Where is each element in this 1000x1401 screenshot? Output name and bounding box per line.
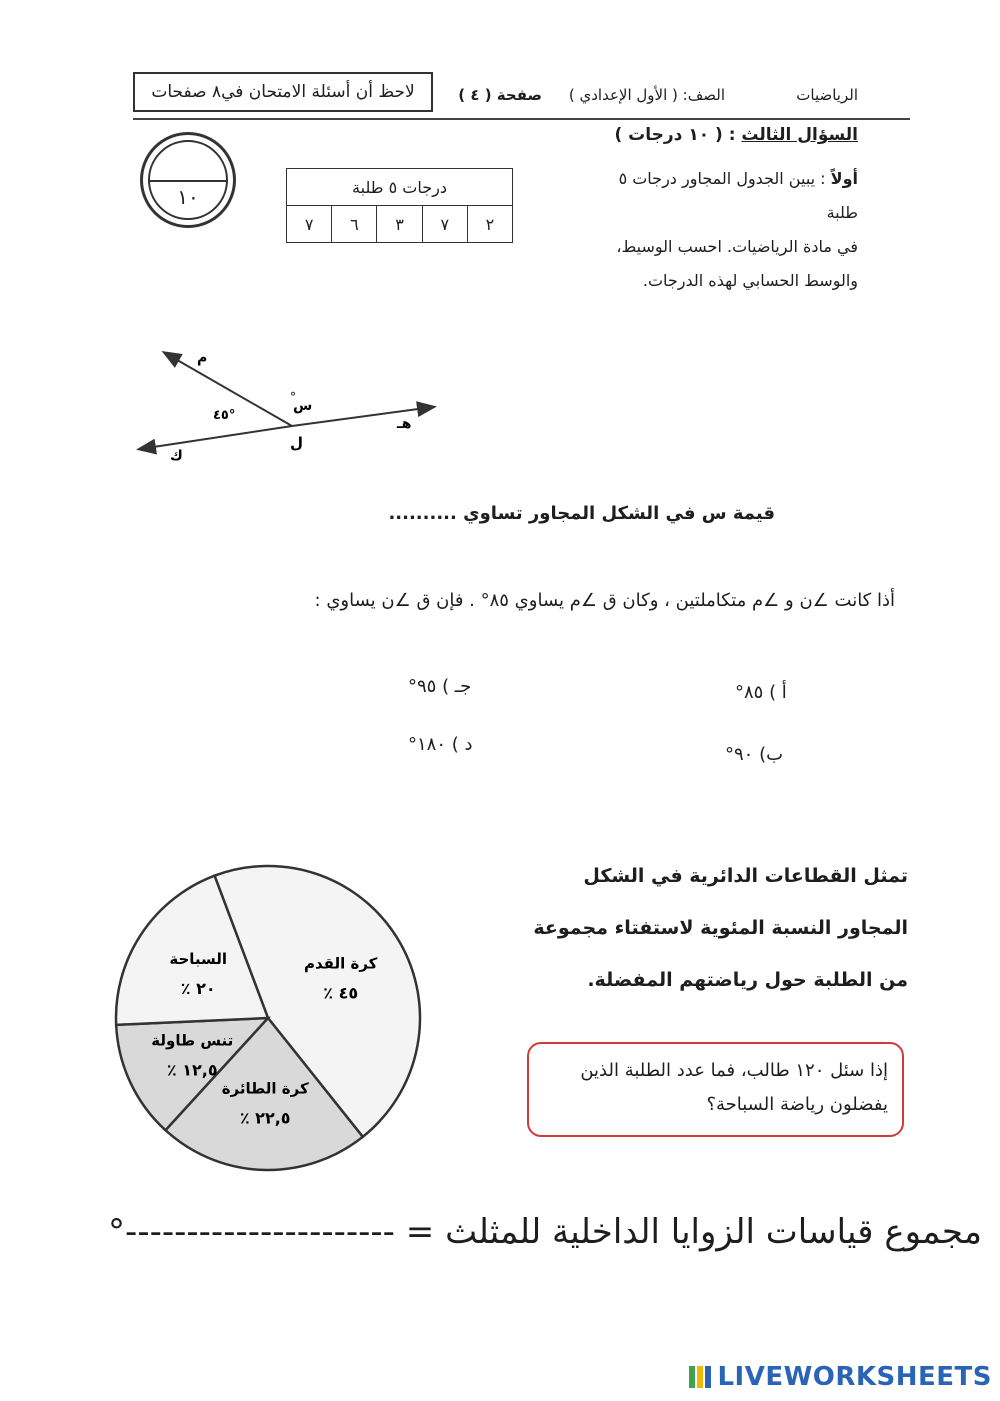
- score-value: ١٠: [177, 185, 199, 209]
- choice-a[interactable]: أ ) ٨٥°: [735, 682, 787, 703]
- choice-c[interactable]: جـ ) ٩٥°: [408, 676, 472, 697]
- label-s: س: [293, 398, 313, 414]
- pie-slice-label: تنس طاولة: [151, 1031, 234, 1050]
- triangle-answer-blank[interactable]: ----------------------: [125, 1212, 395, 1252]
- answer-blank[interactable]: ..........: [388, 503, 457, 524]
- pie-slice-value: ٢٢,٥ ٪: [239, 1108, 291, 1128]
- label-m: م: [197, 350, 208, 366]
- supplementary-question: أذا كانت ∠ن و ∠م متكاملتين ، وكان ق ∠م يساوي ٨٥° . فإن ق ∠ن يساوي :: [314, 590, 895, 611]
- angle-question: [320, 503, 775, 524]
- pie-description: تمثل القطاعات الدائرية في الشكل المجاور النسبة المئوية لاستفتاء مجموعة من الطلبة حول رياضتهم المفضلة.: [533, 865, 908, 991]
- ray-k: [140, 426, 292, 449]
- pie-slice-label: السباحة: [169, 949, 228, 968]
- table-cell: ٢: [467, 206, 512, 243]
- ray-h: [292, 407, 433, 426]
- pie-slice-value: ٢٠ ٪: [180, 978, 216, 998]
- header-page-number: صفحة ( ٤ ): [458, 86, 542, 104]
- degree-symbol: °: [108, 1212, 126, 1252]
- label-h: هـ: [397, 416, 412, 432]
- pie-chart: [110, 848, 430, 1188]
- notice-box: [133, 72, 433, 112]
- label-k: ك: [170, 448, 183, 464]
- table-cell: ٦: [332, 206, 377, 243]
- question-3-title: [614, 125, 858, 145]
- header-grade: الصف: ( الأول الإعدادي ): [568, 86, 725, 104]
- notice-text: لاحظ أن أسئلة الامتحان في٨ صفحات: [151, 82, 415, 102]
- angle-question-text: قيمة س في الشكل المجاور تساوي: [463, 503, 775, 524]
- pie-question-box: [527, 1042, 904, 1137]
- liveworksheets-logo-icon: [687, 1364, 713, 1390]
- q3-line-2: في مادة الرياضيات. احسب الوسيط،: [616, 237, 858, 256]
- watermark: [687, 1362, 992, 1392]
- table-row: [287, 206, 513, 243]
- choice-b[interactable]: ب) ٩٠°: [725, 744, 784, 765]
- first-label: أولاً: [830, 169, 858, 188]
- header-divider: [133, 118, 910, 120]
- q3-line-1: : يبين الجدول المجاور درجات ٥ طلبة: [618, 169, 858, 222]
- table-cell: ٧: [422, 206, 467, 243]
- question-3-label: السؤال الثالث: [741, 125, 858, 145]
- q3-line-3: والوسط الحسابي لهذه الدرجات.: [642, 271, 858, 290]
- question-3-text: [588, 162, 858, 298]
- table-header-row: [287, 169, 513, 206]
- label-l: ل: [290, 434, 304, 452]
- header-subject: الرياضيات: [796, 86, 858, 104]
- question-3-marks: : ( ١٠ درجات ): [614, 125, 742, 145]
- pie-slice-value: ٤٥ ٪: [323, 983, 359, 1003]
- triangle-sum-text: مجموع قياسات الزوايا الداخلية للمثلث =: [405, 1212, 982, 1252]
- choice-d[interactable]: د ) ١٨٠°: [408, 734, 473, 755]
- pie-slice-label: كرة القدم: [304, 954, 378, 973]
- label-s-degree: °: [290, 390, 296, 404]
- score-divider: [148, 180, 228, 182]
- angle-figure: [135, 340, 455, 470]
- table-cell: ٧: [287, 206, 332, 243]
- label-45: ٤٥°: [213, 408, 236, 423]
- pie-slice-value: ١٢,٥ ٪: [166, 1060, 218, 1080]
- pie-slice-label: كرة الطائرة: [221, 1079, 309, 1098]
- watermark-text: LIVEWORKSHEETS: [717, 1362, 992, 1392]
- triangle-sum-question: [10, 1212, 982, 1252]
- grades-table: [286, 168, 513, 243]
- table-cell: ٣: [377, 206, 422, 243]
- pie-question-text: إذا سئل ١٢٠ طالب، فما عدد الطلبة الذين يفضلون رياضة السباحة؟: [580, 1060, 888, 1115]
- table-header: درجات ٥ طلبة: [287, 169, 513, 206]
